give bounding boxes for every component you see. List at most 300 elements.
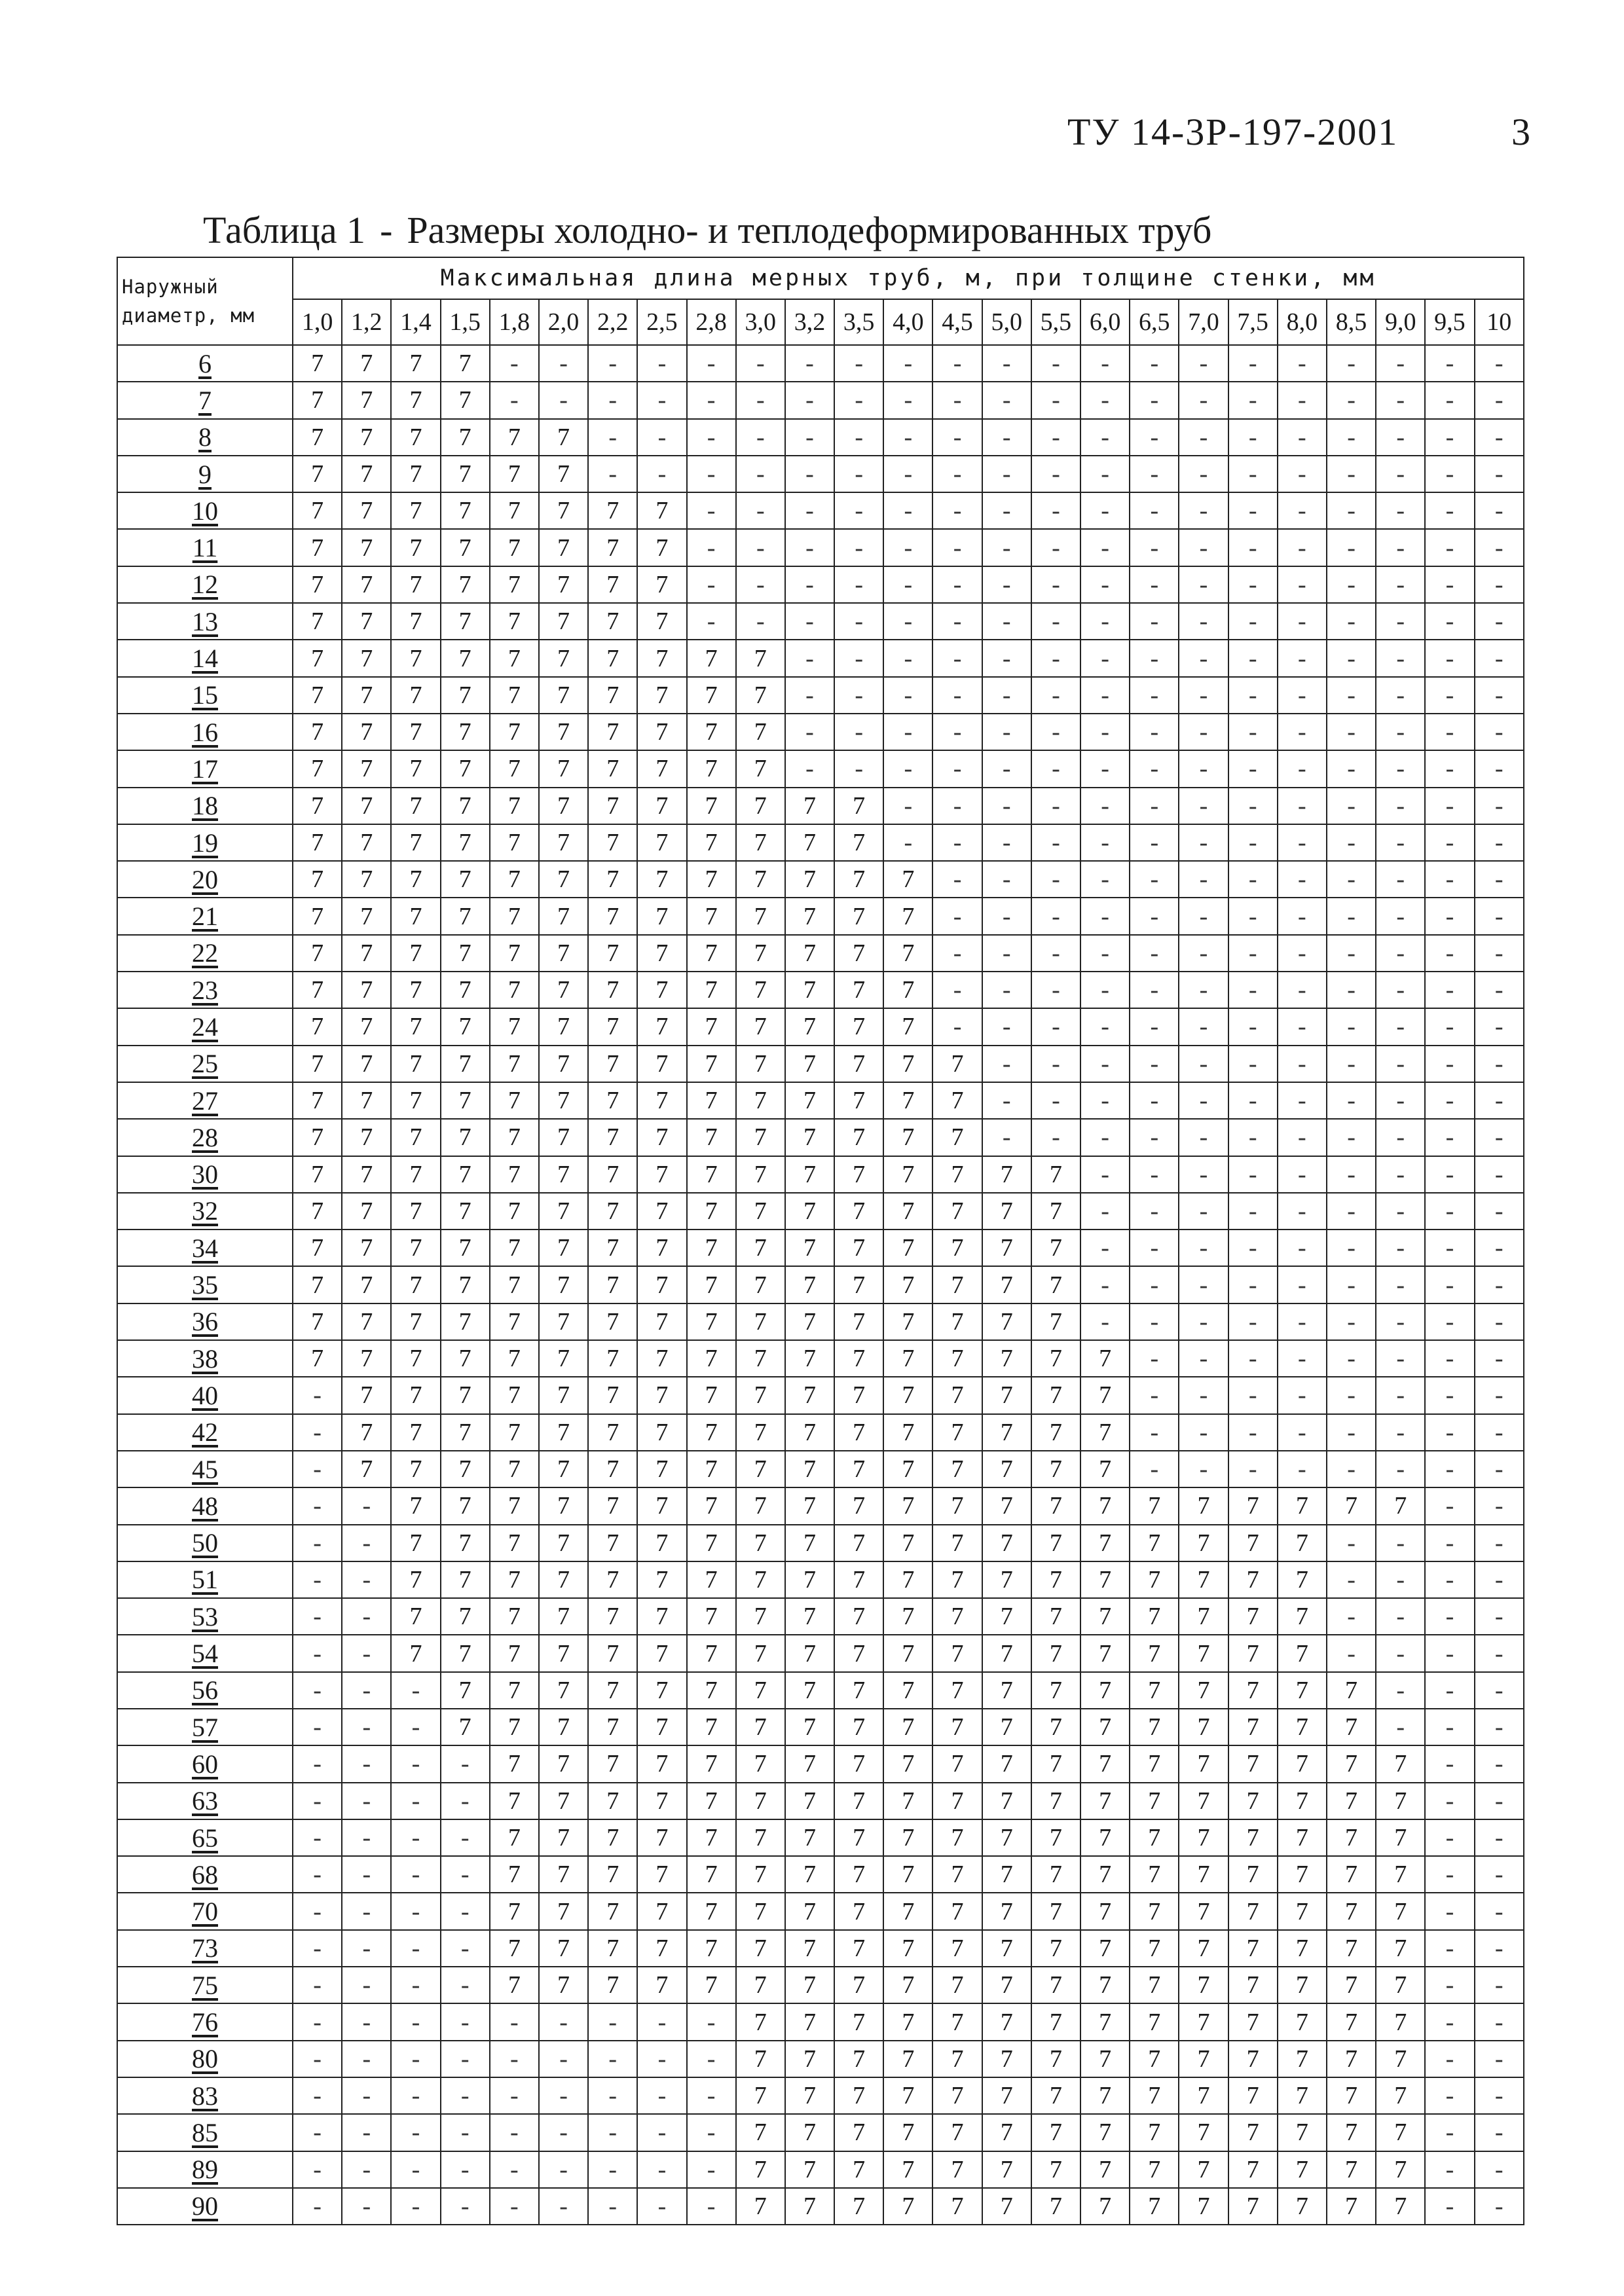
length-cell: - xyxy=(1425,972,1474,1008)
length-cell: 7 xyxy=(637,1487,686,1524)
length-cell: 7 xyxy=(490,824,539,861)
length-cell: - xyxy=(342,1598,391,1635)
length-cell: - xyxy=(539,2188,588,2225)
length-cell: - xyxy=(441,2151,490,2188)
length-cell: - xyxy=(1179,603,1228,640)
length-cell: 7 xyxy=(883,2003,932,2040)
length-cell: 7 xyxy=(785,1635,834,1671)
length-cell: 7 xyxy=(834,1451,883,1487)
length-cell: - xyxy=(1327,603,1376,640)
length-cell: - xyxy=(785,345,834,382)
length-cell: 7 xyxy=(588,1414,637,1451)
length-cell: 7 xyxy=(637,861,686,898)
length-cell: - xyxy=(1179,566,1228,603)
length-cell: 7 xyxy=(539,529,588,566)
table-row xyxy=(117,1819,1524,1856)
length-cell: - xyxy=(1278,1377,1327,1413)
length-cell: 7 xyxy=(834,1193,883,1230)
length-cell: 7 xyxy=(982,1967,1031,2003)
length-cell: - xyxy=(342,1561,391,1598)
length-cell: - xyxy=(1376,1303,1425,1340)
length-cell: 7 xyxy=(1278,1598,1327,1635)
length-cell: 7 xyxy=(441,1525,490,1561)
length-cell: - xyxy=(588,382,637,418)
length-cell: 7 xyxy=(736,640,785,676)
length-cell: - xyxy=(687,2188,736,2225)
length-cell: 7 xyxy=(1031,2077,1080,2114)
length-cell: - xyxy=(1130,824,1179,861)
length-cell: - xyxy=(1228,1303,1278,1340)
length-cell: - xyxy=(1228,529,1278,566)
length-cell: 7 xyxy=(932,1893,982,1929)
length-cell: 7 xyxy=(932,1230,982,1266)
length-cell: - xyxy=(1228,566,1278,603)
length-cell: 7 xyxy=(785,1672,834,1709)
length-cell: 7 xyxy=(785,1230,834,1266)
length-cell: - xyxy=(441,1930,490,1967)
length-cell: - xyxy=(1425,456,1474,492)
length-cell: - xyxy=(1179,492,1228,529)
length-cell: 7 xyxy=(785,2151,834,2188)
length-cell: - xyxy=(1228,972,1278,1008)
thickness-col-header: 1,2 xyxy=(342,299,391,345)
length-cell: 7 xyxy=(736,898,785,934)
length-cell: 7 xyxy=(637,714,686,750)
length-cell: - xyxy=(1179,788,1228,824)
length-cell: - xyxy=(1376,1046,1425,1082)
length-cell: 7 xyxy=(932,1046,982,1082)
length-cell: 7 xyxy=(1179,1856,1228,1893)
length-cell: 7 xyxy=(982,1783,1031,1819)
length-cell: 7 xyxy=(736,1266,785,1303)
length-cell: - xyxy=(1475,1525,1524,1561)
length-cell: 7 xyxy=(1327,1783,1376,1819)
length-cell: 7 xyxy=(1130,1709,1179,1745)
table-row xyxy=(117,1487,1524,1524)
length-cell: - xyxy=(1179,824,1228,861)
length-cell: - xyxy=(932,640,982,676)
length-cell: 7 xyxy=(736,2003,785,2040)
table-row xyxy=(117,714,1524,750)
length-cell: 7 xyxy=(834,824,883,861)
length-cell: - xyxy=(1278,382,1327,418)
length-cell: 7 xyxy=(883,1266,932,1303)
length-cell: 7 xyxy=(490,1635,539,1671)
length-cell: 7 xyxy=(293,345,342,382)
length-cell: 7 xyxy=(588,1046,637,1082)
length-cell: 7 xyxy=(441,898,490,934)
thickness-col-header: 1,5 xyxy=(441,299,490,345)
length-cell: 7 xyxy=(1080,1819,1130,1856)
length-cell: - xyxy=(1278,419,1327,456)
length-cell: 7 xyxy=(588,1635,637,1671)
length-cell: - xyxy=(342,1967,391,2003)
length-cell: 7 xyxy=(1327,1893,1376,1929)
length-cell: 7 xyxy=(1130,2003,1179,2040)
length-cell: - xyxy=(736,566,785,603)
length-cell: 7 xyxy=(982,2003,1031,2040)
length-cell: 7 xyxy=(1080,2188,1130,2225)
length-cell: - xyxy=(342,1893,391,1929)
length-cell: 7 xyxy=(293,972,342,1008)
length-cell: 7 xyxy=(1228,1745,1278,1782)
length-cell: 7 xyxy=(391,1451,440,1487)
length-cell: 7 xyxy=(687,1783,736,1819)
diameter-cell: 13 xyxy=(117,603,293,640)
length-cell: 7 xyxy=(736,1598,785,1635)
length-cell: - xyxy=(490,2114,539,2151)
length-cell: - xyxy=(637,2114,686,2151)
length-cell: 7 xyxy=(1031,1230,1080,1266)
length-cell: 7 xyxy=(441,1598,490,1635)
length-cell: - xyxy=(637,2077,686,2114)
diameter-cell: 20 xyxy=(117,861,293,898)
length-cell: - xyxy=(1130,1119,1179,1156)
length-cell: - xyxy=(1425,492,1474,529)
length-cell: 7 xyxy=(637,1340,686,1377)
length-cell: - xyxy=(1179,640,1228,676)
length-cell: - xyxy=(982,1046,1031,1082)
length-cell: - xyxy=(883,788,932,824)
length-cell: - xyxy=(342,2077,391,2114)
length-cell: 7 xyxy=(834,1745,883,1782)
length-cell: 7 xyxy=(932,1635,982,1671)
table-row xyxy=(117,1598,1524,1635)
length-cell: - xyxy=(293,1930,342,1967)
length-cell: 7 xyxy=(1327,2114,1376,2151)
thickness-col-header: 4,0 xyxy=(883,299,932,345)
length-cell: - xyxy=(1278,1119,1327,1156)
length-cell: 7 xyxy=(1179,1598,1228,1635)
length-cell: - xyxy=(391,2188,440,2225)
length-cell: - xyxy=(736,492,785,529)
length-cell: 7 xyxy=(391,529,440,566)
length-cell: - xyxy=(1228,1046,1278,1082)
length-cell: - xyxy=(932,714,982,750)
length-cell: - xyxy=(490,2188,539,2225)
length-cell: - xyxy=(1425,1967,1474,2003)
length-cell: 7 xyxy=(834,1819,883,1856)
length-cell: - xyxy=(932,529,982,566)
length-cell: - xyxy=(1080,1156,1130,1193)
length-cell: 7 xyxy=(342,419,391,456)
length-cell: - xyxy=(293,1451,342,1487)
length-cell: - xyxy=(1327,824,1376,861)
thickness-col-header: 10 xyxy=(1475,299,1524,345)
length-cell: 7 xyxy=(539,972,588,1008)
length-cell: - xyxy=(1425,419,1474,456)
length-cell: 7 xyxy=(539,1525,588,1561)
length-cell: - xyxy=(1130,677,1179,714)
length-cell: - xyxy=(1475,1709,1524,1745)
length-cell: 7 xyxy=(539,1819,588,1856)
length-cell: - xyxy=(1475,1451,1524,1487)
length-cell: - xyxy=(736,456,785,492)
length-cell: 7 xyxy=(539,1635,588,1671)
diameter-cell: 83 xyxy=(117,2077,293,2114)
length-cell: 7 xyxy=(687,1451,736,1487)
length-cell: 7 xyxy=(539,861,588,898)
length-cell: - xyxy=(293,1377,342,1413)
length-cell: - xyxy=(1080,1119,1130,1156)
length-cell: 7 xyxy=(441,1635,490,1671)
length-cell: - xyxy=(1130,492,1179,529)
length-cell: - xyxy=(391,1745,440,1782)
length-cell: - xyxy=(1278,1230,1327,1266)
length-cell: 7 xyxy=(982,1230,1031,1266)
length-cell: 7 xyxy=(342,935,391,972)
length-cell: - xyxy=(1376,1414,1425,1451)
length-cell: 7 xyxy=(637,824,686,861)
length-cell: 7 xyxy=(1130,1893,1179,1929)
length-cell: - xyxy=(785,750,834,787)
length-cell: 7 xyxy=(1327,1672,1376,1709)
length-cell: - xyxy=(1475,1008,1524,1045)
length-cell: - xyxy=(293,1561,342,1598)
length-cell: 7 xyxy=(293,419,342,456)
length-cell: 7 xyxy=(441,492,490,529)
length-cell: - xyxy=(834,750,883,787)
length-cell: 7 xyxy=(1080,1451,1130,1487)
length-cell: - xyxy=(1425,1487,1474,1524)
length-cell: 7 xyxy=(834,1156,883,1193)
length-cell: - xyxy=(687,566,736,603)
length-cell: - xyxy=(1475,1561,1524,1598)
length-cell: 7 xyxy=(785,1819,834,1856)
length-cell: 7 xyxy=(391,677,440,714)
length-cell: 7 xyxy=(736,824,785,861)
length-cell: 7 xyxy=(883,2188,932,2225)
length-cell: 7 xyxy=(1031,1709,1080,1745)
length-cell: 7 xyxy=(391,1487,440,1524)
length-cell: 7 xyxy=(834,861,883,898)
length-cell: - xyxy=(1228,861,1278,898)
length-cell: 7 xyxy=(1179,2003,1228,2040)
length-cell: 7 xyxy=(1031,1377,1080,1413)
length-cell: 7 xyxy=(1130,1856,1179,1893)
diameter-cell: 75 xyxy=(117,1967,293,2003)
length-cell: - xyxy=(932,566,982,603)
length-cell: 7 xyxy=(687,972,736,1008)
length-cell: 7 xyxy=(736,1967,785,2003)
thickness-col-header: 6,5 xyxy=(1130,299,1179,345)
length-cell: 7 xyxy=(588,566,637,603)
length-cell: - xyxy=(883,603,932,640)
length-cell: - xyxy=(342,1930,391,1967)
length-cell: 7 xyxy=(490,1119,539,1156)
length-cell: - xyxy=(785,492,834,529)
diameter-cell: 8 xyxy=(117,419,293,456)
length-cell: - xyxy=(1031,824,1080,861)
length-cell: - xyxy=(490,2003,539,2040)
length-cell: - xyxy=(982,714,1031,750)
length-cell: - xyxy=(982,972,1031,1008)
length-cell: - xyxy=(1376,640,1425,676)
thickness-col-header: 3,5 xyxy=(834,299,883,345)
length-cell: 7 xyxy=(391,1598,440,1635)
length-cell: 7 xyxy=(883,1230,932,1266)
length-cell: 7 xyxy=(293,935,342,972)
table-row xyxy=(117,1046,1524,1082)
length-cell: - xyxy=(1179,714,1228,750)
length-cell: 7 xyxy=(785,2077,834,2114)
length-cell: - xyxy=(1228,788,1278,824)
length-cell: - xyxy=(490,2077,539,2114)
length-cell: 7 xyxy=(342,714,391,750)
length-cell: 7 xyxy=(637,1046,686,1082)
length-cell: 7 xyxy=(834,1709,883,1745)
length-cell: 7 xyxy=(342,1119,391,1156)
length-cell: 7 xyxy=(588,677,637,714)
length-cell: - xyxy=(1475,2188,1524,2225)
table-row xyxy=(117,1967,1524,2003)
length-cell: 7 xyxy=(736,1783,785,1819)
length-cell: 7 xyxy=(293,492,342,529)
length-cell: 7 xyxy=(539,640,588,676)
length-cell: - xyxy=(883,677,932,714)
length-cell: 7 xyxy=(1376,2003,1425,2040)
length-cell: - xyxy=(588,419,637,456)
length-cell: 7 xyxy=(883,1893,932,1929)
length-cell: 7 xyxy=(342,1230,391,1266)
length-cell: - xyxy=(293,1856,342,1893)
diameter-cell: 11 xyxy=(117,529,293,566)
length-cell: 7 xyxy=(490,1819,539,1856)
length-cell: - xyxy=(932,898,982,934)
length-cell: - xyxy=(1228,1193,1278,1230)
table-row xyxy=(117,2077,1524,2114)
length-cell: 7 xyxy=(883,1119,932,1156)
length-cell: - xyxy=(1475,1414,1524,1451)
length-cell: 7 xyxy=(1278,2188,1327,2225)
length-cell: - xyxy=(1080,677,1130,714)
length-cell: 7 xyxy=(1031,2041,1080,2077)
length-cell: 7 xyxy=(1327,2077,1376,2114)
length-cell: 7 xyxy=(342,1451,391,1487)
length-cell: 7 xyxy=(932,1561,982,1598)
length-cell: 7 xyxy=(785,1893,834,1929)
length-cell: 7 xyxy=(687,1598,736,1635)
length-cell: - xyxy=(637,2003,686,2040)
length-cell: - xyxy=(687,2041,736,2077)
length-cell: 7 xyxy=(687,1967,736,2003)
length-cell: 7 xyxy=(490,1525,539,1561)
length-cell: 7 xyxy=(441,714,490,750)
length-cell: - xyxy=(1425,1340,1474,1377)
length-cell: 7 xyxy=(441,382,490,418)
thickness-col-header: 3,0 xyxy=(736,299,785,345)
length-cell: 7 xyxy=(1031,2003,1080,2040)
length-cell: - xyxy=(1425,788,1474,824)
length-cell: - xyxy=(342,1783,391,1819)
length-cell: - xyxy=(1475,2077,1524,2114)
length-cell: 7 xyxy=(1278,1856,1327,1893)
length-cell: - xyxy=(1031,492,1080,529)
length-cell: 7 xyxy=(1228,1525,1278,1561)
length-cell: 7 xyxy=(490,640,539,676)
table-caption xyxy=(203,208,1211,252)
length-cell: 7 xyxy=(785,1119,834,1156)
length-cell: 7 xyxy=(441,861,490,898)
length-cell: 7 xyxy=(637,1709,686,1745)
length-cell: 7 xyxy=(834,2041,883,2077)
length-cell: 7 xyxy=(982,2188,1031,2225)
length-cell: 7 xyxy=(1278,1635,1327,1671)
length-cell: 7 xyxy=(932,1082,982,1119)
length-cell: - xyxy=(1376,566,1425,603)
length-cell: 7 xyxy=(736,1709,785,1745)
length-cell: 7 xyxy=(391,1082,440,1119)
table-row xyxy=(117,1745,1524,1782)
length-cell: 7 xyxy=(736,2077,785,2114)
length-cell: - xyxy=(982,529,1031,566)
length-cell: 7 xyxy=(883,2151,932,2188)
length-cell: - xyxy=(1376,1082,1425,1119)
length-cell: - xyxy=(834,566,883,603)
length-cell: - xyxy=(1475,1340,1524,1377)
length-cell: 7 xyxy=(539,1230,588,1266)
length-cell: - xyxy=(1031,750,1080,787)
length-cell: - xyxy=(637,382,686,418)
length-cell: 7 xyxy=(342,788,391,824)
thickness-col-header: 5,0 xyxy=(982,299,1031,345)
length-cell: - xyxy=(1278,898,1327,934)
length-cell: 7 xyxy=(982,1377,1031,1413)
length-cell: - xyxy=(1376,714,1425,750)
length-cell: - xyxy=(1031,566,1080,603)
length-cell: 7 xyxy=(539,1046,588,1082)
length-cell: 7 xyxy=(1278,2077,1327,2114)
thickness-col-header: 1,0 xyxy=(293,299,342,345)
length-cell: 7 xyxy=(736,1525,785,1561)
length-cell: - xyxy=(932,382,982,418)
length-cell: 7 xyxy=(982,2114,1031,2151)
length-cell: - xyxy=(1475,640,1524,676)
length-cell: 7 xyxy=(441,345,490,382)
length-cell: 7 xyxy=(1080,2041,1130,2077)
length-cell: - xyxy=(1228,750,1278,787)
length-cell: 7 xyxy=(1376,1930,1425,1967)
length-cell: 7 xyxy=(1130,1487,1179,1524)
table-row xyxy=(117,1451,1524,1487)
length-cell: 7 xyxy=(637,1598,686,1635)
length-cell: - xyxy=(539,2041,588,2077)
thickness-col-header: 7,0 xyxy=(1179,299,1228,345)
length-cell: 7 xyxy=(342,529,391,566)
table-row xyxy=(117,750,1524,787)
length-cell: - xyxy=(1376,419,1425,456)
length-cell: - xyxy=(293,1967,342,2003)
length-cell: 7 xyxy=(391,382,440,418)
length-cell: - xyxy=(1179,677,1228,714)
length-cell: - xyxy=(1376,456,1425,492)
length-cell: 7 xyxy=(637,788,686,824)
thickness-col-header: 9,0 xyxy=(1376,299,1425,345)
length-cell: - xyxy=(834,345,883,382)
length-cell: 7 xyxy=(637,677,686,714)
length-cell: 7 xyxy=(588,1819,637,1856)
length-cell: 7 xyxy=(1228,1598,1278,1635)
length-cell: - xyxy=(1425,1930,1474,1967)
length-cell: 7 xyxy=(785,972,834,1008)
length-cell: - xyxy=(1425,898,1474,934)
length-cell: 7 xyxy=(1376,1819,1425,1856)
length-cell: 7 xyxy=(588,1156,637,1193)
length-cell: 7 xyxy=(293,677,342,714)
length-cell: - xyxy=(1080,1266,1130,1303)
length-cell: 7 xyxy=(490,456,539,492)
length-cell: 7 xyxy=(637,1193,686,1230)
